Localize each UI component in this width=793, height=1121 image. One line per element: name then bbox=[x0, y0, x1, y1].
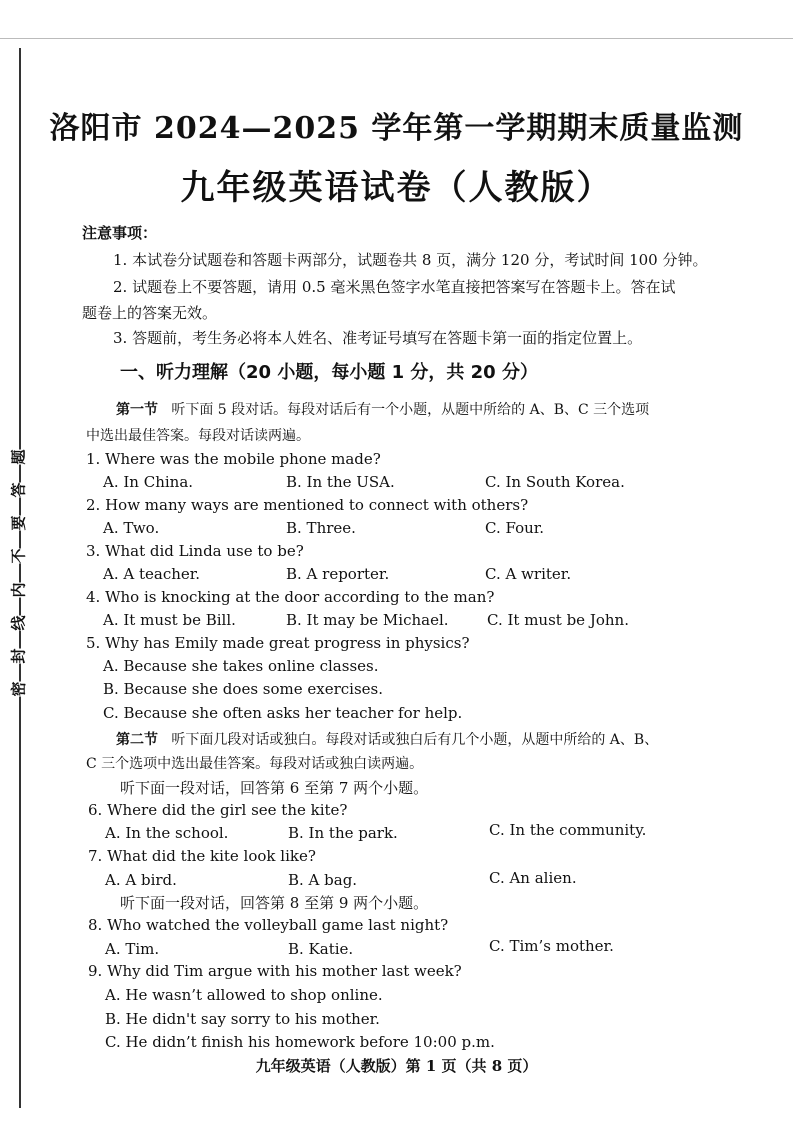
side-char: 线 bbox=[9, 615, 28, 631]
q1-option-b: B. In the USA. bbox=[286, 473, 395, 491]
q5-option-a: A. Because she takes online classes. bbox=[103, 657, 379, 675]
question-2: 2. How many ways are mentioned to connect with others? bbox=[86, 496, 529, 514]
q2-option-a: A. Two. bbox=[103, 519, 160, 537]
notes-heading: 注意事项： bbox=[82, 224, 158, 242]
q6-option-a: A. In the school. bbox=[105, 824, 229, 842]
q2-option-c: C. Four. bbox=[485, 519, 545, 537]
q1-option-c: C. In South Korea. bbox=[485, 473, 625, 491]
note-item-2-cont: 题卷上的答案无效。 bbox=[82, 304, 218, 322]
side-char: 封 bbox=[9, 648, 28, 664]
dialogue-intro-2: 听下面一段对话，回答第 8 至第 9 两个小题。 bbox=[120, 894, 429, 912]
side-char: 密 bbox=[9, 681, 28, 697]
part2-instruction-cont: C 三个选项中选出最佳答案。每段对话或独白读两遍。 bbox=[86, 756, 424, 772]
q6-option-b: B. In the park. bbox=[288, 824, 398, 842]
question-9: 9. Why did Tim argue with his mother last week? bbox=[88, 962, 462, 980]
note-item-1: 1. 本试卷分试题卷和答题卡两部分，试题卷共 8 页，满分 120 分，考试时间 100 分钟。 bbox=[113, 251, 708, 269]
q7-option-c: C. An alien. bbox=[489, 869, 577, 887]
q8-option-b: B. Katie. bbox=[288, 940, 354, 958]
part2-label: 第二节 bbox=[116, 732, 158, 748]
q6-option-c: C. In the community. bbox=[489, 821, 647, 839]
q8-option-c: C. Tim’s mother. bbox=[489, 937, 614, 955]
page-footer: 九年级英语（人教版）第 1 页（共 8 页） bbox=[255, 1057, 538, 1075]
question-4: 4. Who is knocking at the door according to the man? bbox=[86, 588, 495, 606]
question-5: 5. Why has Emily made great progress in physics? bbox=[86, 634, 470, 652]
exam-title-line1: 洛阳市 2024—2025 学年第一学期期末质量监测 bbox=[49, 111, 744, 146]
q9-option-a: A. He wasn’t allowed to shop online. bbox=[105, 986, 383, 1004]
q4-option-a: A. It must be Bill. bbox=[103, 611, 236, 629]
question-1: 1. Where was the mobile phone made? bbox=[86, 450, 381, 468]
q5-option-c: C. Because she often asks her teacher for help. bbox=[103, 704, 463, 722]
q3-option-b: B. A reporter. bbox=[286, 565, 390, 583]
section1-heading: 一、听力理解（20 小题，每小题 1 分，共 20 分） bbox=[120, 362, 538, 383]
q3-option-c: C. A writer. bbox=[485, 565, 572, 583]
q8-option-a: A. Tim. bbox=[105, 940, 160, 958]
side-char: 要 bbox=[9, 515, 28, 531]
q1-option-a: A. In China. bbox=[103, 473, 194, 491]
note-item-2: 2. 试题卷上不要答题，请用 0.5 毫米黑色签字水笔直接把答案写在答题卡上。答在试 bbox=[113, 278, 676, 296]
question-3: 3. What did Linda use to be? bbox=[86, 542, 304, 560]
q4-option-b: B. It may be Michael. bbox=[286, 611, 449, 629]
question-6: 6. Where did the girl see the kite? bbox=[88, 801, 348, 819]
part2-text: 听下面几段对话或独白。每段对话或独白后有几个小题，从题中所给的 A、B、 bbox=[171, 732, 659, 748]
side-margin-notice bbox=[6, 448, 32, 698]
q3-option-a: A. A teacher. bbox=[103, 565, 201, 583]
exam-title-line2: 九年级英语试卷（人教版） bbox=[180, 168, 613, 208]
question-7: 7. What did the kite look like? bbox=[88, 847, 316, 865]
note-item-3: 3. 答题前，考生务必将本人姓名、准考证号填写在答题卡第一面的指定位置上。 bbox=[113, 329, 643, 347]
part2-instruction bbox=[116, 729, 658, 749]
side-char: 不 bbox=[9, 548, 28, 564]
q7-option-b: B. A bag. bbox=[288, 871, 358, 889]
side-char: 内 bbox=[9, 582, 28, 598]
side-char: 答 bbox=[9, 482, 28, 498]
q9-option-b: B. He didn't say sorry to his mother. bbox=[105, 1010, 380, 1028]
part1-label: 第一节 bbox=[116, 402, 158, 418]
q7-option-a: A. A bird. bbox=[105, 871, 177, 889]
top-rule bbox=[0, 38, 793, 39]
q4-option-c: C. It must be John. bbox=[487, 611, 629, 629]
question-8: 8. Who watched the volleyball game last night? bbox=[88, 916, 449, 934]
part1-instruction-cont: 中选出最佳答案。每段对话读两遍。 bbox=[86, 428, 310, 444]
dialogue-intro-1: 听下面一段对话，回答第 6 至第 7 两个小题。 bbox=[120, 779, 429, 797]
q5-option-b: B. Because she does some exercises. bbox=[103, 680, 384, 698]
part1-instruction bbox=[116, 399, 649, 419]
side-char: 题 bbox=[9, 449, 28, 465]
q2-option-b: B. Three. bbox=[286, 519, 356, 537]
part1-text: 听下面 5 段对话。每段对话后有一个小题，从题中所给的 A、B、C 三个选项 bbox=[171, 402, 650, 418]
q9-option-c: C. He didn’t finish his homework before 10:00 p.m. bbox=[105, 1033, 495, 1051]
